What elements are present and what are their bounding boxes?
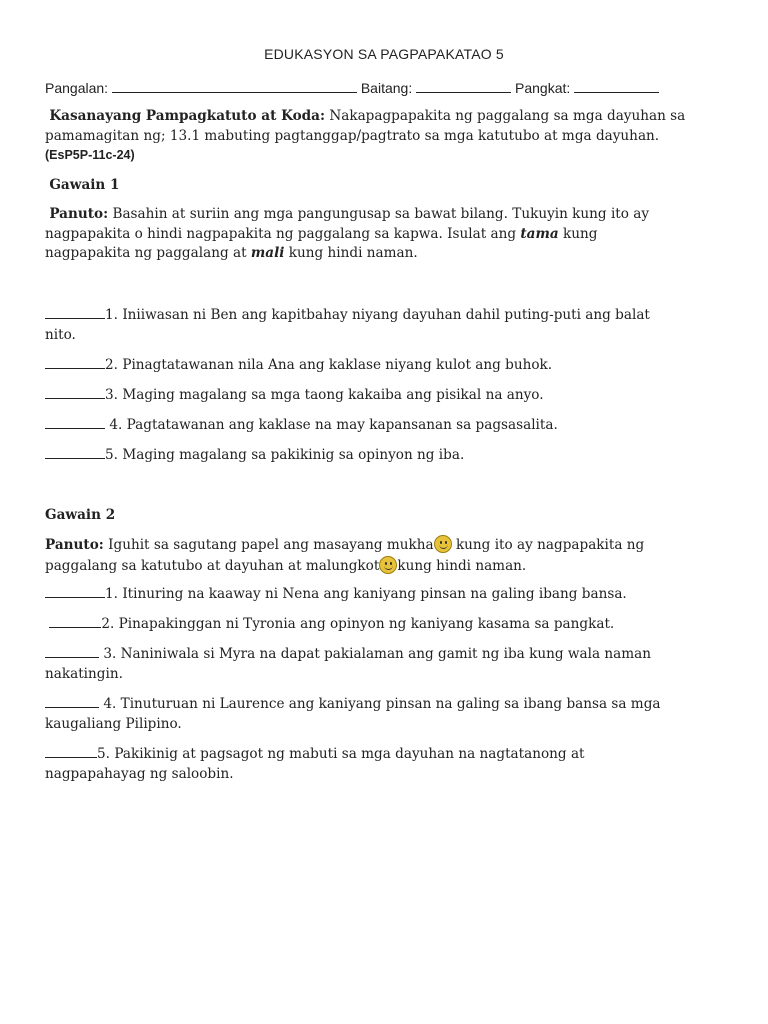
answer-blank[interactable] bbox=[45, 744, 97, 758]
gawain1-panuto-3b: kung hindi naman. bbox=[288, 245, 418, 261]
gawain1-item-5 bbox=[45, 445, 725, 466]
gawain1-item-1 bbox=[45, 305, 725, 345]
baitang-label: Baitang: bbox=[360, 80, 413, 96]
gawain1-panuto-label: Panuto: bbox=[49, 206, 109, 222]
pangalan-blank[interactable] bbox=[112, 78, 357, 93]
competency-text-1: Nakapagpapakita ng paggalang sa mga dayuhan sa bbox=[329, 108, 686, 124]
item-number: 2. bbox=[101, 616, 115, 632]
competency-block bbox=[45, 107, 725, 166]
item-number: 4. bbox=[109, 417, 123, 433]
item-text-cont: nakatingin. bbox=[45, 665, 123, 682]
happy-face-icon bbox=[434, 535, 452, 553]
competency-label: Kasanayang Pampagkatuto at Koda: bbox=[49, 108, 325, 124]
gawain1-item-2 bbox=[45, 355, 725, 376]
item-number: 2. bbox=[105, 357, 118, 373]
item-number: 1. bbox=[105, 307, 118, 323]
item-number: 5. bbox=[97, 746, 110, 762]
gawain1-panuto-3: nagpapakita ng paggalang at bbox=[45, 245, 247, 261]
item-number: 3. bbox=[105, 387, 118, 403]
pangalan-label: Pangalan: bbox=[45, 80, 109, 96]
answer-blank[interactable] bbox=[45, 644, 99, 658]
item-text: Iniiwasan ni Ben ang kapitbahay niyang dayuhan dahil puting-puti ang balat bbox=[122, 307, 650, 323]
item-text: Pagtatawanan ang kaklase na may kapansanan sa pagsasalita. bbox=[126, 417, 558, 433]
page-title: EDUKASYON SA PAGPAPAKATAO 5 bbox=[264, 46, 504, 62]
gawain2-heading: Gawain 2 bbox=[45, 507, 116, 523]
gawain2-panuto-2a: paggalang sa katutubo at dayuhan at malungkot bbox=[45, 557, 380, 574]
gawain2-panuto-1b: kung ito ay nagpapakita ng bbox=[455, 537, 645, 553]
gawain1-instructions bbox=[45, 205, 725, 264]
gawain1-item-3 bbox=[45, 385, 725, 406]
pangkat-blank[interactable] bbox=[574, 78, 659, 93]
item-number: 3. bbox=[103, 646, 117, 662]
answer-blank[interactable] bbox=[45, 355, 105, 369]
gawain2-item-1 bbox=[45, 584, 725, 605]
gawain2-panuto-label: Panuto: bbox=[45, 537, 104, 553]
item-text-cont: nagpapahayag ng saloobin. bbox=[45, 765, 234, 782]
item-number: 1. bbox=[105, 586, 118, 602]
item-text: Itinuring na kaaway ni Nena ang kaniyang pinsan na galing ibang bansa. bbox=[122, 586, 627, 602]
gawain2-panuto-2b: kung hindi naman. bbox=[397, 557, 527, 574]
answer-blank[interactable] bbox=[45, 305, 105, 319]
student-info-row bbox=[45, 78, 659, 98]
gawain1-panuto-2b: kung bbox=[563, 225, 598, 242]
item-text: Tinuturuan ni Laurence ang kaniyang pinsan na galing sa ibang bansa sa mga bbox=[120, 696, 661, 712]
item-text: Maging magalang sa mga taong kakaiba ang pisikal na anyo. bbox=[122, 387, 544, 403]
item-text: Pinapakinggan ni Tyronia ang opinyon ng kaniyang kasama sa pangkat. bbox=[118, 616, 615, 632]
gawain1-item-4 bbox=[45, 415, 725, 436]
answer-blank[interactable] bbox=[45, 385, 105, 399]
sad-face-icon bbox=[379, 556, 397, 574]
tama-word: tama bbox=[520, 225, 559, 242]
answer-blank[interactable] bbox=[45, 445, 105, 459]
item-text: Pakikinig at pagsagot ng mabuti sa mga dayuhan na nagtatanong at bbox=[114, 746, 585, 762]
item-number: 4. bbox=[103, 696, 117, 712]
competency-code: (EsP5P-11c-24) bbox=[45, 148, 135, 162]
answer-blank[interactable] bbox=[45, 584, 105, 598]
gawain1-panuto-1: Basahin at suriin ang mga pangungusap sa bawat bilang. Tukuyin kung ito ay bbox=[112, 206, 650, 222]
gawain2-panuto-1a: Iguhit sa sagutang papel ang masayang mukha bbox=[108, 537, 434, 553]
answer-blank[interactable] bbox=[45, 694, 99, 708]
item-text-cont: kaugaliang Pilipino. bbox=[45, 715, 182, 732]
gawain2-item-4 bbox=[45, 694, 725, 734]
gawain1-heading: Gawain 1 bbox=[49, 177, 120, 193]
item-text: Pinagtatawanan nila Ana ang kaklase niyang kulot ang buhok. bbox=[122, 357, 553, 373]
competency-text-2: pamamagitan ng; 13.1 mabuting pagtanggap/pagtrato sa mga katutubo at mga dayuhan. bbox=[45, 127, 660, 144]
answer-blank[interactable] bbox=[45, 415, 105, 429]
gawain1-panuto-2: nagpapakita o hindi nagpapakita ng paggalang sa kapwa. Isulat ang bbox=[45, 225, 517, 242]
item-text: Naniniwala si Myra na dapat pakialaman ang gamit ng iba kung wala naman bbox=[120, 646, 651, 662]
gawain2-item-3 bbox=[45, 644, 725, 684]
gawain2-item-2 bbox=[45, 614, 725, 635]
mali-word: mali bbox=[250, 245, 285, 261]
baitang-blank[interactable] bbox=[416, 78, 511, 93]
gawain2-instructions bbox=[45, 535, 725, 576]
item-number: 5. bbox=[105, 447, 118, 463]
pangkat-label: Pangkat: bbox=[515, 80, 571, 96]
answer-blank[interactable] bbox=[49, 614, 101, 628]
gawain2-item-5 bbox=[45, 744, 725, 784]
item-text-cont: nito. bbox=[45, 326, 76, 343]
item-text: Maging magalang sa pakikinig sa opinyon ng iba. bbox=[122, 447, 465, 463]
